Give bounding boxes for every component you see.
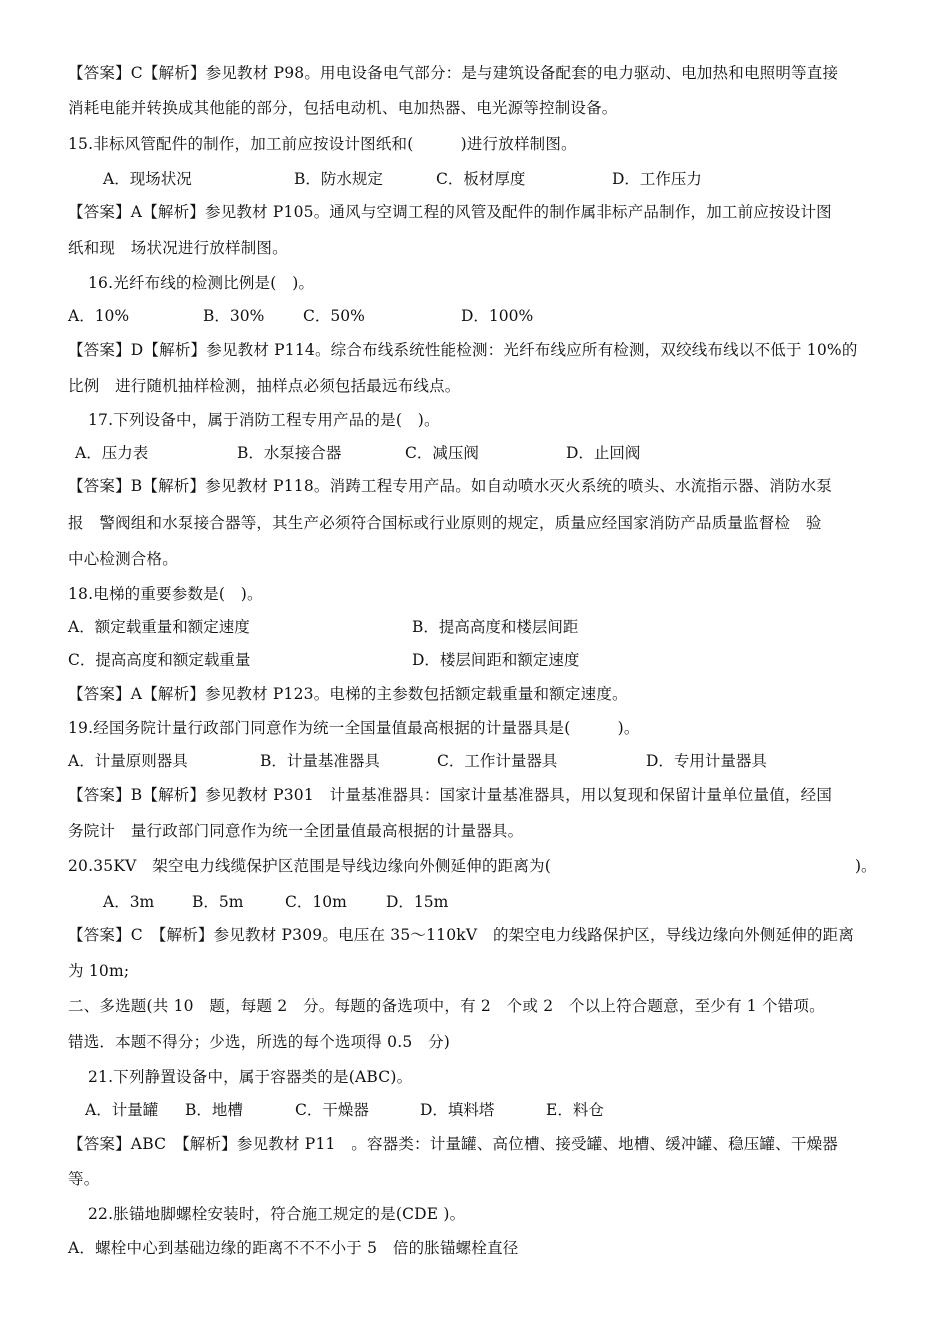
q17-option-c: C．减压阀 [405, 444, 479, 462]
q19-option-c: C．工作计量器具 [437, 752, 558, 770]
q18-option-a: A．额定载重量和额定速度 [68, 618, 250, 636]
q19-option-a: A．计量原则器具 [68, 752, 188, 770]
answer-17-line-1: 【答案】B【解析】参见教材 P118。消踌工程专用产品。如自动喷水灭火系统的喷头、水流指示器、消防水泵 [68, 477, 833, 495]
q20-option-c: C．10m [285, 893, 347, 911]
q15-option-c: C．板材厚度 [436, 170, 526, 188]
question-21: 21.下列静置设备中，属于容器类的是(ABC)。 [88, 1068, 413, 1086]
question-20-end: )。 [855, 857, 877, 875]
answer-20-line-1: 【答案】C 【解析】参见教材 P309。电压在 35～110kV 的架空电力线路保护区，导线边缘向外侧延伸的距离 [68, 926, 855, 944]
q18-option-c: C．提高高度和额定载重量 [68, 651, 251, 669]
q15-option-d: D．工作压力 [612, 170, 702, 188]
q20-option-b: B．5m [192, 893, 244, 911]
question-15: 15.非标风管配件的制作，加工前应按设计图纸和( )进行放样制图。 [68, 135, 577, 153]
q21-option-e: E．料仓 [546, 1101, 604, 1119]
answer-20-line-2: 为 10m; [68, 962, 130, 980]
answer-17-line-3: 中心检测合格。 [68, 550, 178, 568]
answer-16-line-2: 比例 进行随机抽样检测，抽样点必须包括最远布线点。 [68, 377, 461, 395]
q16-option-d: D．100% [461, 307, 534, 325]
q16-option-a: A．10% [68, 307, 130, 325]
question-20: 20.35KV 架空电力线缆保护区范围是导线边缘向外侧延伸的距离为( [68, 857, 551, 875]
question-22: 22.胀锚地脚螺栓安装时，符合施工规定的是(CDE )。 [88, 1205, 466, 1223]
q18-option-d: D．楼层间距和额定速度 [412, 651, 580, 669]
q15-option-b: B．防水规定 [294, 170, 383, 188]
q16-option-c: C．50% [303, 307, 365, 325]
q22-option-a: A．螺栓中心到基础边缘的距离不不不小于 5 倍的胀锚螺栓直径 [68, 1239, 519, 1257]
q21-option-b: B．地槽 [185, 1101, 243, 1119]
q19-option-b: B．计量基准器具 [260, 752, 380, 770]
section-2-heading-line-2: 错选．本题不得分；少选，所选的每个选项得 0.5 分) [68, 1033, 451, 1051]
answer-14-line-1: 【答案】C【解析】参见教材 P98。用电设备电气部分：是与建筑设备配套的电力驱动、电加热和电照明等直接 [68, 64, 839, 82]
q16-option-b: B．30% [203, 307, 265, 325]
answer-15-line-1: 【答案】A【解析】参见教材 P105。通风与空调工程的风管及配件的制作属非标产品制作，加工前应按设计图 [68, 203, 832, 221]
answer-18: 【答案】A【解析】参见教材 P123。电梯的主参数包括额定载重量和额定速度。 [68, 685, 628, 703]
question-16: 16.光纤布线的检测比例是( )。 [88, 274, 315, 292]
q21-option-a: A．计量罐 [85, 1101, 159, 1119]
q21-option-d: D．填料塔 [420, 1101, 495, 1119]
q17-option-b: B．水泵接合器 [237, 444, 342, 462]
answer-14-line-2: 消耗电能并转换成其他能的部分，包括电动机、电加热器、电光源等控制设备。 [68, 99, 618, 117]
question-19: 19.经国务院计量行政部门同意作为统一全国量值最高根据的计量器具是( )。 [68, 719, 640, 737]
answer-15-line-2: 纸和现 场状况进行放样制图。 [68, 239, 288, 257]
q19-option-d: D．专用计量器具 [646, 752, 767, 770]
answer-21-line-1: 【答案】ABC 【解析】参见教材 P11 。容器类：计量罐、高位槽、接受罐、地槽、缓冲罐、稳压罐、干燥器 [68, 1135, 838, 1153]
answer-17-line-2: 报 警阀组和水泵接合器等，其生产必须符合国标或行业原则的规定，质量应经国家消防产品质量监督检 验 [68, 514, 822, 532]
question-18: 18.电梯的重要参数是( )。 [68, 585, 263, 603]
answer-19-line-1: 【答案】B【解析】参见教材 P301 计量基准器具：国家计量基准器具，用以复现和保留计量单位量值，经国 [68, 786, 833, 804]
q17-option-d: D．止回阀 [566, 444, 641, 462]
section-2-heading-line-1: 二、多选题(共 10 题，每题 2 分。每题的备选项中，有 2 个或 2 个以上符合题意，至少有 1 个错项。 [68, 997, 825, 1015]
q21-option-c: C．干燥器 [295, 1101, 369, 1119]
q15-option-a: A．现场状况 [103, 170, 192, 188]
q20-option-d: D．15m [386, 893, 449, 911]
question-17: 17.下列设备中，属于消防工程专用产品的是( )。 [88, 411, 440, 429]
answer-16-line-1: 【答案】D【解析】参见教材 P114。综合布线系统性能检测：光纤布线应所有检测，双绞线布线以不低于 10%的 [68, 341, 858, 359]
q20-option-a: A．3m [103, 893, 155, 911]
q18-option-b: B．提高高度和楼层间距 [412, 618, 579, 636]
answer-19-line-2: 务院计 量行政部门同意作为统一全团量值最高根据的计量器具。 [68, 822, 524, 840]
answer-21-line-2: 等。 [68, 1170, 100, 1188]
q17-option-a: A．压力表 [75, 444, 149, 462]
